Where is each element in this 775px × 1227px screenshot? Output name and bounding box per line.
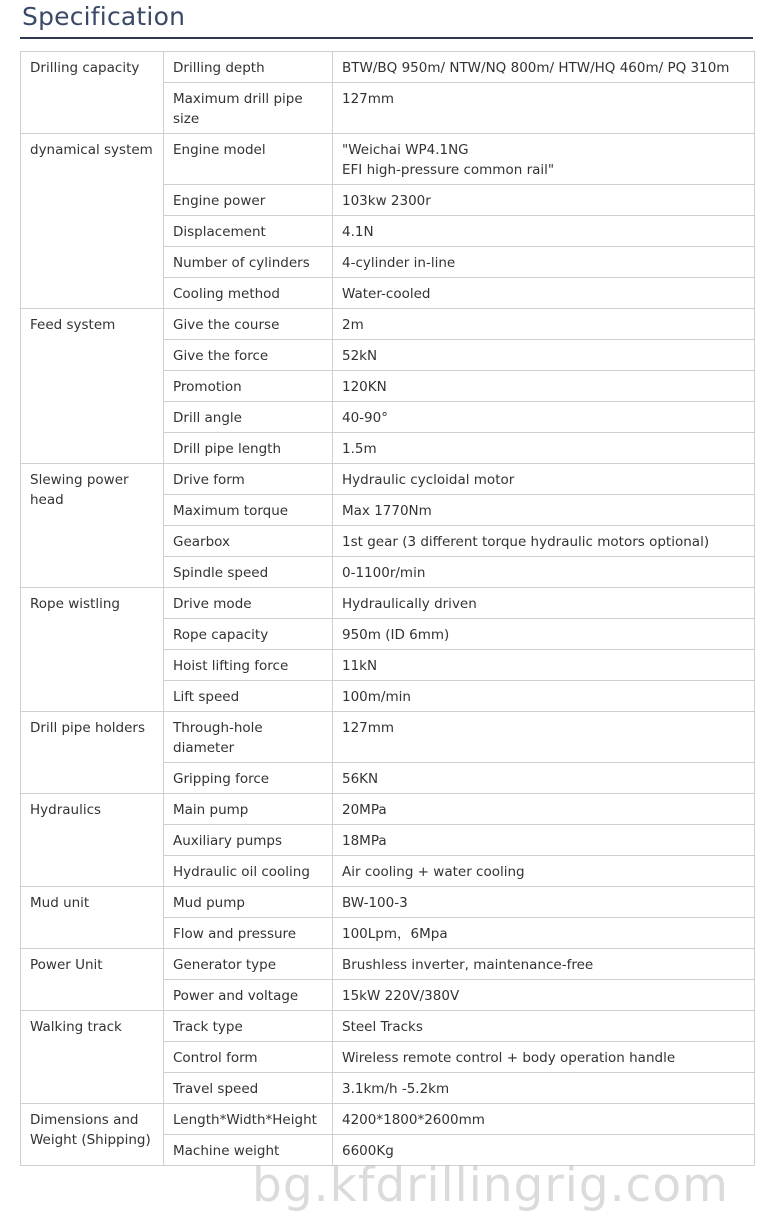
parameter-value-cell: Air cooling + water cooling	[333, 856, 755, 887]
category-cell: Drill pipe holders	[21, 712, 164, 794]
table-row	[21, 887, 755, 918]
category-cell: Slewing power head	[21, 464, 164, 588]
parameter-value-cell: 1st gear (3 different torque hydraulic motors optional)	[333, 526, 755, 557]
parameter-label-cell: Through-hole diameter	[164, 712, 333, 763]
parameter-label-cell: Auxiliary pumps	[164, 825, 333, 856]
parameter-label-cell: Maximum torque	[164, 495, 333, 526]
parameter-label-cell: Engine model	[164, 134, 333, 185]
parameter-label-cell: Rope capacity	[164, 619, 333, 650]
parameter-value-cell: 4200*1800*2600mm	[333, 1104, 755, 1135]
parameter-label-cell: Drive form	[164, 464, 333, 495]
parameter-value-cell: 4.1N	[333, 216, 755, 247]
parameter-label-cell: Control form	[164, 1042, 333, 1073]
parameter-label-cell: Gearbox	[164, 526, 333, 557]
parameter-value-cell: 2m	[333, 309, 755, 340]
table-row	[21, 1104, 755, 1135]
parameter-label-cell: Promotion	[164, 371, 333, 402]
category-cell: Walking track	[21, 1011, 164, 1104]
parameter-value-cell: Water-cooled	[333, 278, 755, 309]
parameter-value-cell: 40-90°	[333, 402, 755, 433]
parameter-label-cell: Length*Width*Height	[164, 1104, 333, 1135]
parameter-value-cell: Hydraulic cycloidal motor	[333, 464, 755, 495]
table-row	[21, 588, 755, 619]
parameter-label-cell: Engine power	[164, 185, 333, 216]
table-row	[21, 712, 755, 763]
category-cell: Rope wistling	[21, 588, 164, 712]
parameter-value-cell: 127mm	[333, 712, 755, 763]
parameter-value-cell: BW-100-3	[333, 887, 755, 918]
parameter-value-cell: 100m/min	[333, 681, 755, 712]
parameter-value-cell: 3.1km/h -5.2km	[333, 1073, 755, 1104]
parameter-value-cell: 56KN	[333, 763, 755, 794]
category-cell: Drilling capacity	[21, 52, 164, 134]
category-cell: Power Unit	[21, 949, 164, 1011]
table-row	[21, 309, 755, 340]
parameter-value-cell: Wireless remote control + body operation handle	[333, 1042, 755, 1073]
parameter-value-cell: 52kN	[333, 340, 755, 371]
table-row	[21, 52, 755, 83]
table-row	[21, 134, 755, 185]
parameter-label-cell: Drill pipe length	[164, 433, 333, 464]
table-row	[21, 794, 755, 825]
parameter-label-cell: Generator type	[164, 949, 333, 980]
specification-table	[20, 51, 755, 1166]
parameter-value-cell: Brushless inverter, maintenance-free	[333, 949, 755, 980]
parameter-label-cell: Cooling method	[164, 278, 333, 309]
page-title: Specification	[22, 2, 186, 31]
category-cell: Hydraulics	[21, 794, 164, 887]
parameter-label-cell: Drilling depth	[164, 52, 333, 83]
category-cell: Dimensions and Weight (Shipping)	[21, 1104, 164, 1166]
parameter-value-cell: 18MPa	[333, 825, 755, 856]
parameter-value-cell: 950m (ID 6mm)	[333, 619, 755, 650]
table-row	[21, 464, 755, 495]
parameter-value-cell: Steel Tracks	[333, 1011, 755, 1042]
category-cell: Feed system	[21, 309, 164, 464]
parameter-label-cell: Number of cylinders	[164, 247, 333, 278]
parameter-value-cell: 6600Kg	[333, 1135, 755, 1166]
title-divider	[20, 37, 753, 39]
parameter-value-cell: "Weichai WP4.1NG EFI high-pressure common rail"	[333, 134, 755, 185]
parameter-value-cell: 20MPa	[333, 794, 755, 825]
parameter-label-cell: Give the course	[164, 309, 333, 340]
parameter-label-cell: Travel speed	[164, 1073, 333, 1104]
parameter-label-cell: Power and voltage	[164, 980, 333, 1011]
parameter-label-cell: Mud pump	[164, 887, 333, 918]
parameter-label-cell: Drive mode	[164, 588, 333, 619]
parameter-value-cell: 103kw 2300r	[333, 185, 755, 216]
category-cell: Mud unit	[21, 887, 164, 949]
parameter-label-cell: Track type	[164, 1011, 333, 1042]
parameter-label-cell: Flow and pressure	[164, 918, 333, 949]
parameter-value-cell: Max 1770Nm	[333, 495, 755, 526]
parameter-value-cell: BTW/BQ 950m/ NTW/NQ 800m/ HTW/HQ 460m/ PQ 310m	[333, 52, 755, 83]
parameter-value-cell: 15kW 220V/380V	[333, 980, 755, 1011]
watermark-text: bg.kfdrillingrig.com	[252, 1158, 729, 1213]
parameter-label-cell: Gripping force	[164, 763, 333, 794]
parameter-label-cell: Hydraulic oil cooling	[164, 856, 333, 887]
parameter-value-cell: 11kN	[333, 650, 755, 681]
parameter-value-cell: 127mm	[333, 83, 755, 134]
parameter-value-cell: 1.5m	[333, 433, 755, 464]
parameter-value-cell: Hydraulically driven	[333, 588, 755, 619]
table-row	[21, 949, 755, 980]
parameter-value-cell: 0-1100r/min	[333, 557, 755, 588]
parameter-label-cell: Machine weight	[164, 1135, 333, 1166]
parameter-label-cell: Main pump	[164, 794, 333, 825]
parameter-value-cell: 100Lpm，6Mpa	[333, 918, 755, 949]
parameter-label-cell: Lift speed	[164, 681, 333, 712]
table-row	[21, 1011, 755, 1042]
parameter-label-cell: Maximum drill pipe size	[164, 83, 333, 134]
parameter-value-cell: 4-cylinder in-line	[333, 247, 755, 278]
parameter-label-cell: Displacement	[164, 216, 333, 247]
parameter-label-cell: Drill angle	[164, 402, 333, 433]
category-cell: dynamical system	[21, 134, 164, 309]
parameter-label-cell: Give the force	[164, 340, 333, 371]
parameter-label-cell: Spindle speed	[164, 557, 333, 588]
parameter-label-cell: Hoist lifting force	[164, 650, 333, 681]
parameter-value-cell: 120KN	[333, 371, 755, 402]
